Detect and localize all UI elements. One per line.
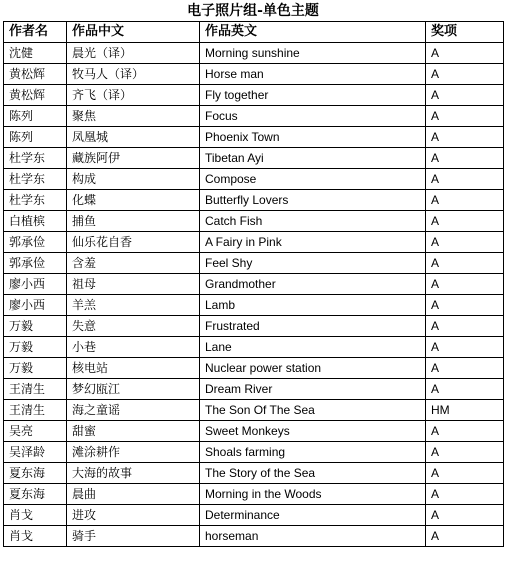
award-cell: A [426,253,504,274]
title-en-cell: Grandmother [200,274,426,295]
award-cell: A [426,463,504,484]
title-cn-cell: 齐飞（译） [67,85,200,106]
title-cn-cell: 捕鱼 [67,211,200,232]
table-row [4,505,504,526]
title-en-cell: Horse man [200,64,426,85]
author-cell: 廖小西 [4,274,67,295]
header-title-cn: 作品中文 [67,22,200,43]
table-row [4,85,504,106]
awards-table [3,21,504,547]
title-cn-cell: 聚焦 [67,106,200,127]
page-title: 电子照片组-单色主题 [187,3,319,19]
table-row [4,169,504,190]
author-cell: 沈健 [4,43,67,64]
award-cell: A [426,43,504,64]
table-row [4,274,504,295]
table-row [4,232,504,253]
author-cell: 夏东海 [4,463,67,484]
award-cell: A [426,232,504,253]
award-cell: A [426,505,504,526]
award-cell: A [426,85,504,106]
award-cell: A [426,337,504,358]
title-cn-cell: 化蝶 [67,190,200,211]
award-cell: HM [426,400,504,421]
award-cell: A [426,64,504,85]
title-cn-cell: 滩涂耕作 [67,442,200,463]
title-en-cell: Sweet Monkeys [200,421,426,442]
title-cn-cell: 甜蜜 [67,421,200,442]
table-row [4,442,504,463]
award-cell: A [426,442,504,463]
table-row [4,64,504,85]
title-cn-cell: 晨光（译） [67,43,200,64]
award-cell: A [426,190,504,211]
title-en-cell: Nuclear power station [200,358,426,379]
award-cell: A [426,526,504,547]
table-row [4,148,504,169]
author-cell: 陈列 [4,106,67,127]
title-en-cell: Lamb [200,295,426,316]
header-title-en: 作品英文 [200,22,426,43]
title-en-cell: Focus [200,106,426,127]
header-award: 奖项 [426,22,504,43]
author-cell: 杜学东 [4,169,67,190]
table-header-row [4,22,504,43]
table-row [4,253,504,274]
title-en-cell: A Fairy in Pink [200,232,426,253]
title-cn-cell: 失意 [67,316,200,337]
award-cell: A [426,127,504,148]
award-cell: A [426,295,504,316]
header-author: 作者名 [4,22,67,43]
title-en-cell: Feel Shy [200,253,426,274]
author-cell: 万毅 [4,358,67,379]
award-cell: A [426,106,504,127]
author-cell: 肖戈 [4,526,67,547]
table-row [4,484,504,505]
author-cell: 郭承俭 [4,232,67,253]
title-cn-cell: 梦幻瓯江 [67,379,200,400]
title-cn-cell: 羊羔 [67,295,200,316]
author-cell: 王清生 [4,379,67,400]
title-en-cell: The Story of the Sea [200,463,426,484]
author-cell: 杜学东 [4,148,67,169]
title-en-cell: Dream River [200,379,426,400]
table-row [4,190,504,211]
title-cn-cell: 骑手 [67,526,200,547]
author-cell: 郭承俭 [4,253,67,274]
title-cn-cell: 仙乐花自香 [67,232,200,253]
title-en-cell: Frustrated [200,316,426,337]
table-row [4,295,504,316]
title-en-cell: Morning in the Woods [200,484,426,505]
table-row [4,463,504,484]
title-cn-cell: 藏族阿伊 [67,148,200,169]
title-en-cell: Morning sunshine [200,43,426,64]
award-cell: A [426,148,504,169]
table-row [4,526,504,547]
table-row [4,379,504,400]
award-cell: A [426,484,504,505]
author-cell: 陈列 [4,127,67,148]
author-cell: 白植槟 [4,211,67,232]
author-cell: 万毅 [4,337,67,358]
author-cell: 万毅 [4,316,67,337]
author-cell: 肖戈 [4,505,67,526]
author-cell: 黄松辉 [4,64,67,85]
title-en-cell: Phoenix Town [200,127,426,148]
author-cell: 吴泽龄 [4,442,67,463]
title-cn-cell: 晨曲 [67,484,200,505]
title-en-cell: Tibetan Ayi [200,148,426,169]
table-row [4,358,504,379]
table-row [4,421,504,442]
award-cell: A [426,169,504,190]
title-en-cell: Lane [200,337,426,358]
title-cn-cell: 构成 [67,169,200,190]
title-cn-cell: 核电站 [67,358,200,379]
table-row [4,106,504,127]
title-en-cell: Determinance [200,505,426,526]
title-en-cell: horseman [200,526,426,547]
award-cell: A [426,379,504,400]
author-cell: 夏东海 [4,484,67,505]
author-cell: 廖小西 [4,295,67,316]
title-cn-cell: 含羞 [67,253,200,274]
table-row [4,211,504,232]
title-en-cell: Catch Fish [200,211,426,232]
author-cell: 吴亮 [4,421,67,442]
table-row [4,337,504,358]
title-en-cell: The Son Of The Sea [200,400,426,421]
title-cn-cell: 小巷 [67,337,200,358]
award-cell: A [426,316,504,337]
table-row [4,127,504,148]
award-cell: A [426,358,504,379]
title-cn-cell: 海之童谣 [67,400,200,421]
title-en-cell: Butterfly Lovers [200,190,426,211]
title-cn-cell: 凤凰城 [67,127,200,148]
award-cell: A [426,421,504,442]
title-en-cell: Shoals farming [200,442,426,463]
author-cell: 黄松辉 [4,85,67,106]
title-cn-cell: 大海的故事 [67,463,200,484]
title-cn-cell: 祖母 [67,274,200,295]
author-cell: 杜学东 [4,190,67,211]
title-en-cell: Fly together [200,85,426,106]
table-row [4,400,504,421]
title-cn-cell: 牧马人（译） [67,64,200,85]
table-row [4,316,504,337]
title-cn-cell: 进攻 [67,505,200,526]
award-cell: A [426,211,504,232]
author-cell: 王清生 [4,400,67,421]
award-cell: A [426,274,504,295]
table-row [4,43,504,64]
title-en-cell: Compose [200,169,426,190]
